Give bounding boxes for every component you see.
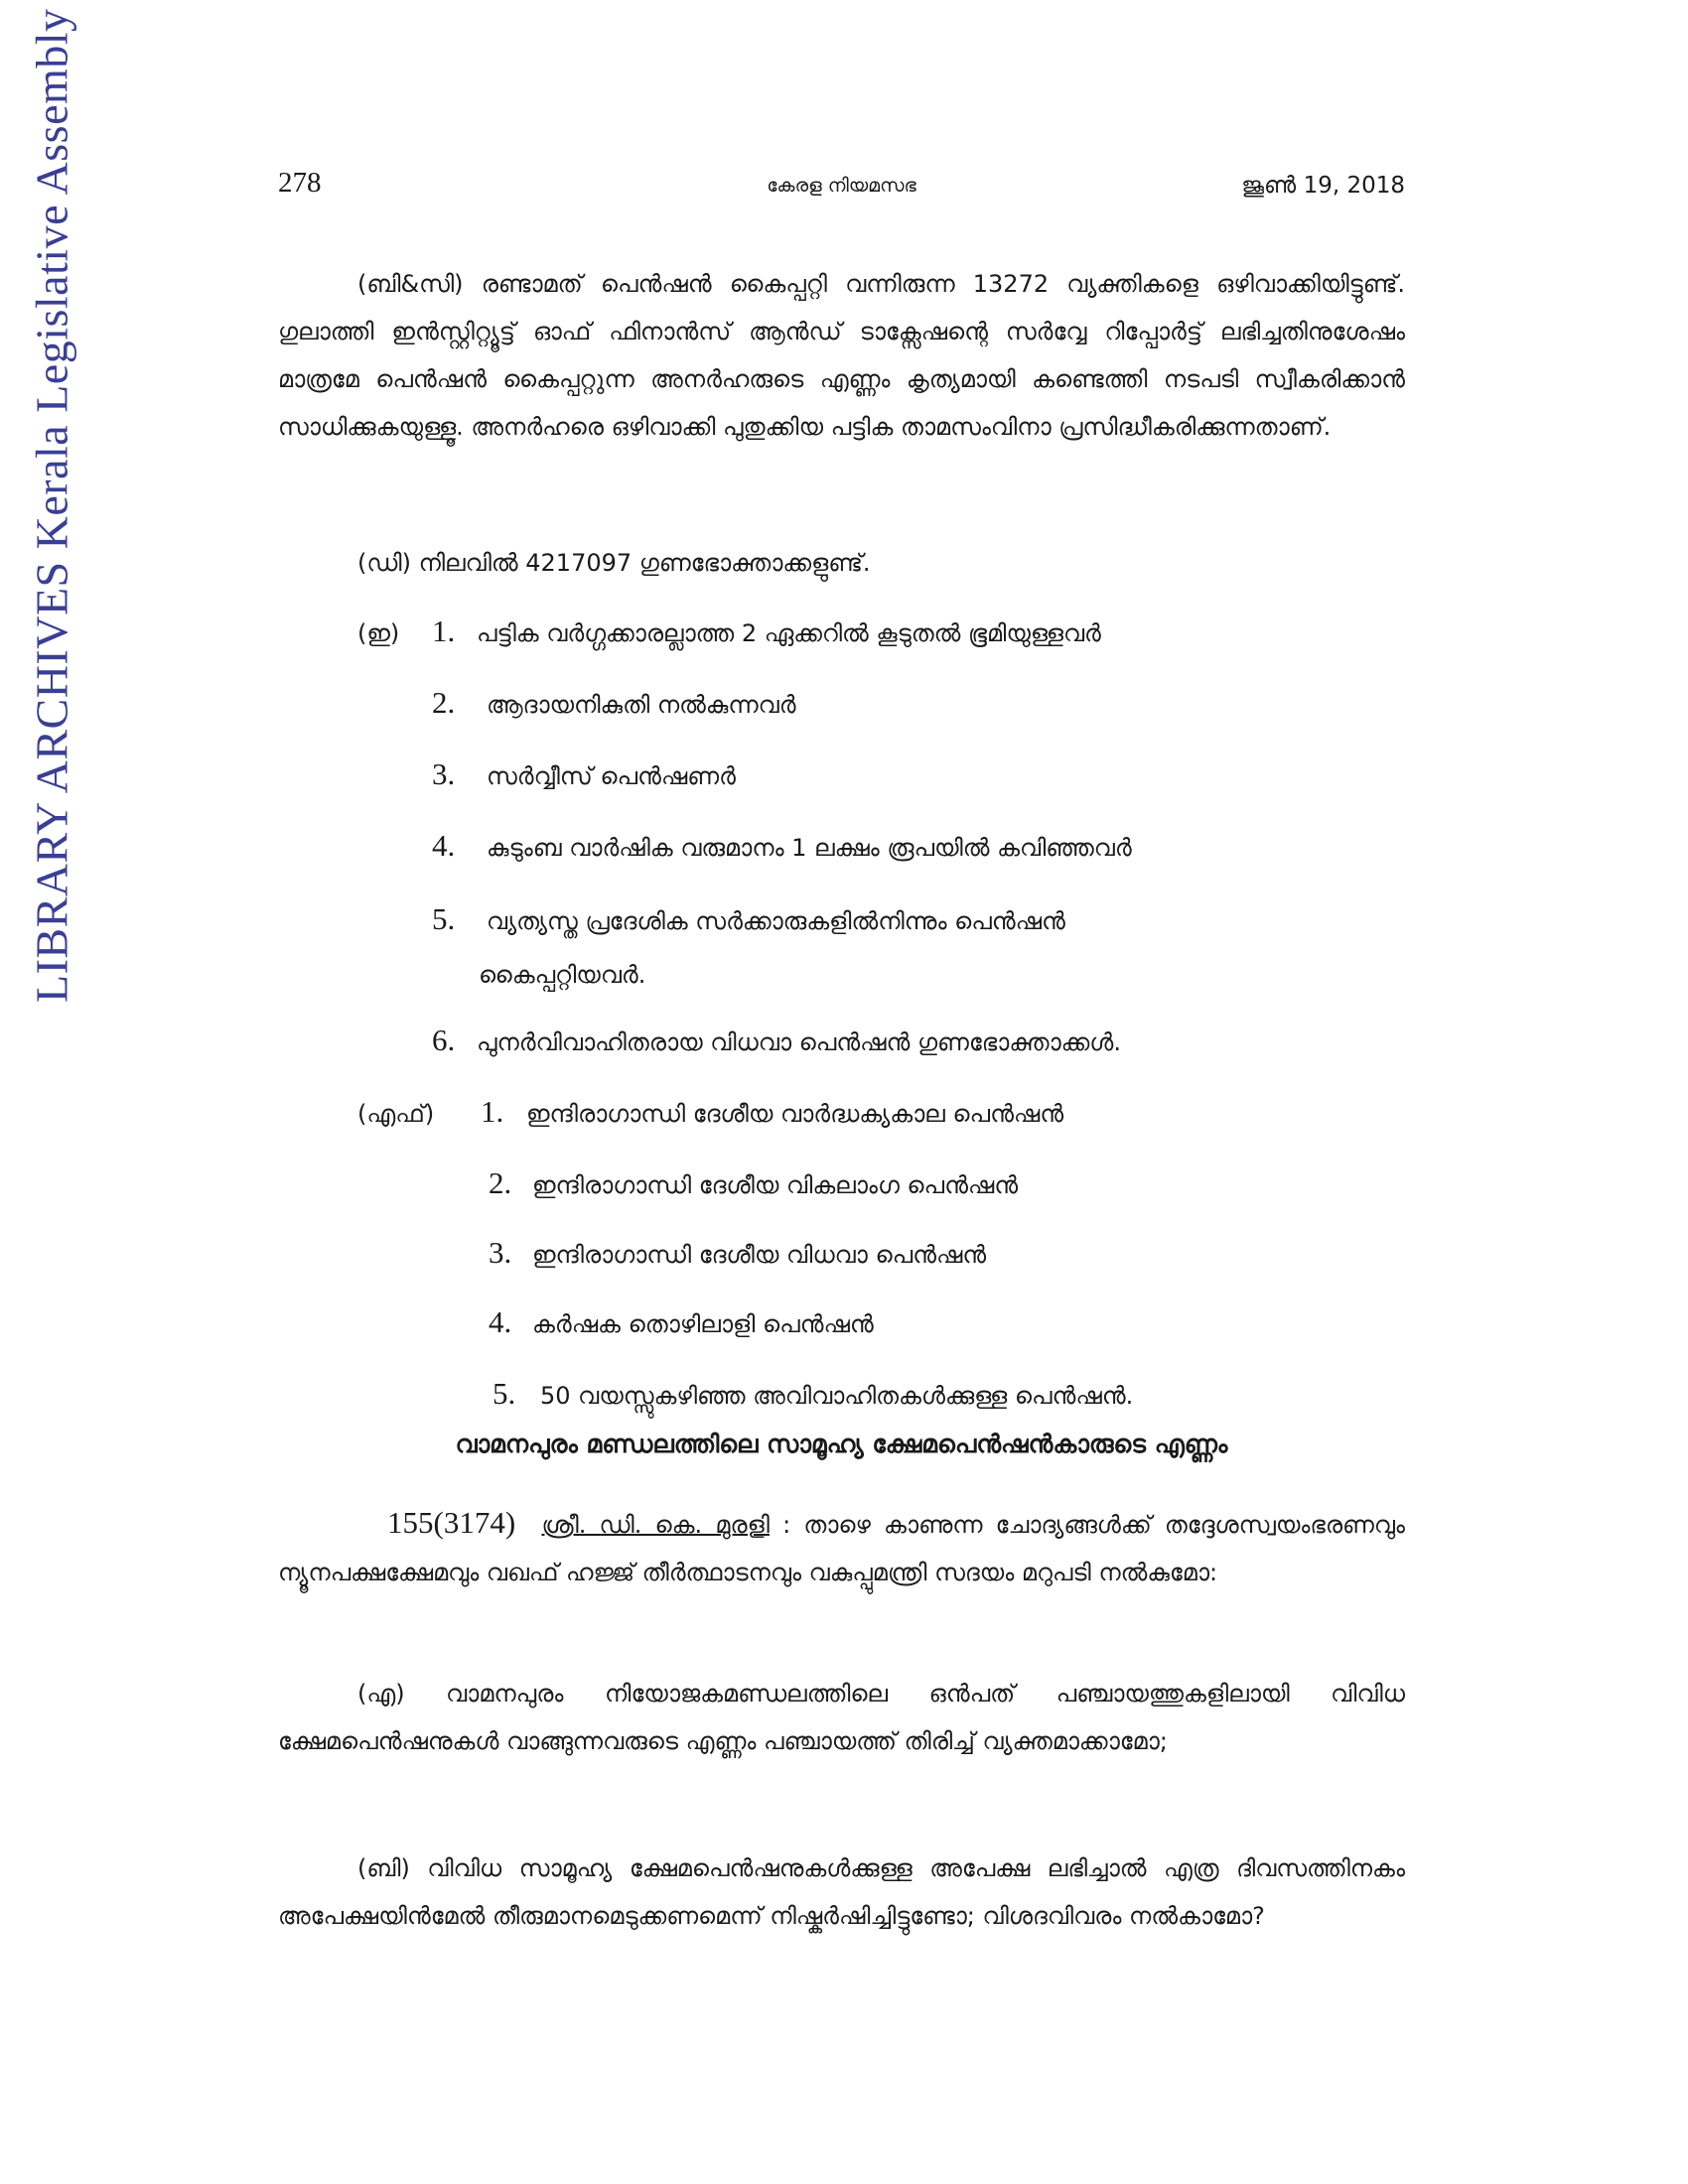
question-b-paragraph: (ബി) വിവിധ സാമൂഹ്യ ക്ഷേമപെൻഷനുകൾക്കുള്ള അപേക്ഷ ലഭിച്ചാൽ എത്ര ദിവസത്തിനകം അപേക്ഷയിൻമേൽ തീരുമാനമെടുക്കണമെന്ന് നിഷ്കർഷിച്ചിട്ടുണ്ടോ; വിശദവിവരം നൽകാമോ? xyxy=(278,1854,1405,1930)
header-date: ജൂൺ 19, 2018 xyxy=(1241,173,1405,199)
list-item-number: 5. xyxy=(432,901,456,936)
list-item-number: 1. xyxy=(481,1094,504,1129)
list-item: സർവ്വീസ് പെൻഷണർ xyxy=(487,762,736,790)
list-item: പട്ടിക വർഗ്ഗക്കാരല്ലാത്ത 2 ഏക്കറിൽ കൂടുതൽ ഭൂമിയുള്ളവർ xyxy=(477,619,1101,647)
section-heading: വാമനപുരം മണ്ഡലത്തിലെ സാമൂഹ്യ ക്ഷേമപെൻഷൻകാരുടെ എണ്ണം xyxy=(455,1430,1228,1458)
answer-f-label: (എഫ്) xyxy=(357,1100,435,1128)
question-number: 155(3174) xyxy=(387,1505,516,1540)
library-archives-watermark: LIBRARY ARCHIVES Kerala Legislative Assembly xyxy=(26,8,77,1003)
answer-d-paragraph: (ഡി) നിലവിൽ 4217097 ഗുണഭോക്താക്കളുണ്ട്. xyxy=(357,549,871,577)
list-item-number: 3. xyxy=(432,756,456,791)
header-title: കേരള നിയമസഭ xyxy=(767,175,916,197)
answer-bc-paragraph: (ബി&സി) രണ്ടാമത് പെൻഷൻ കൈപ്പറ്റി വന്നിരുന്ന 13272 വ്യക്തികളെ ഒഴിവാക്കിയിട്ടുണ്ട്. ഗുലാത്തി ഇൻസ്റ്റിറ്റ്യൂട്ട് ഓഫ് ഫിനാൻസ് ആൻഡ് ടാക്സേഷന്റെ സർവ്വേ റിപ്പോർട്ട് ലഭിച്ചതിനുശേഷം മാത്രമേ പെൻഷൻ കൈപ്പറ്റുന്ന അനർഹരുടെ എണ്ണം കൃത്യമായി കണ്ടെത്തി നടപടി സ്വീകരിക്കാൻ സാധിക്കുകയുള്ളൂ. അനർഹരെ ഒഴിവാക്കി പുതുക്കിയ പട്ടിക താമസംവിനാ പ്രസിദ്ധീകരിക്കുന്നതാണ്. xyxy=(278,270,1405,441)
list-item: ഇന്ദിരാഗാന്ധി ദേശീയ വാർദ്ധക്യകാല പെൻഷൻ xyxy=(526,1100,1064,1128)
list-item-number: 4. xyxy=(489,1304,512,1339)
page-header xyxy=(278,167,1405,206)
list-item: ഇന്ദിരാഗാന്ധി ദേശീയ വിധവാ പെൻഷൻ xyxy=(532,1241,987,1269)
list-item: കർഷക തൊഴിലാളി പെൻഷൻ xyxy=(532,1310,874,1338)
list-item: 50 വയസ്സുകഴിഞ്ഞ അവിവാഹിതകൾക്കുള്ള പെൻഷൻ. xyxy=(540,1382,1134,1410)
list-item: ആദായനികുതി നൽകുന്നവർ xyxy=(487,691,796,719)
question-a-paragraph: (എ) വാമനപുരം നിയോജകമണ്ഡലത്തിലെ ഒൻപത് പഞ്ചായത്തുകളിലായി വിവിധ ക്ഷേമപെൻഷനുകൾ വാങ്ങുന്നവരുടെ എണ്ണം പഞ്ചായത്ത് തിരിച്ച് വ്യക്തമാക്കാമോ; xyxy=(278,1680,1405,1755)
list-item-number: 5. xyxy=(492,1376,516,1411)
list-item-number: 2. xyxy=(432,685,456,720)
list-item: ഇന്ദിരാഗാന്ധി ദേശീയ വികലാംഗ പെൻഷൻ xyxy=(532,1171,1019,1199)
list-item-number: 2. xyxy=(489,1165,512,1200)
list-item-continuation: കൈപ്പറ്റിയവർ. xyxy=(479,961,646,989)
list-item: പുനർവിവാഹിതരായ വിധവാ പെൻഷൻ ഗുണഭോക്താക്കൾ. xyxy=(477,1028,1121,1056)
member-name: ശ്രീ. ഡി. കെ. മുരളി xyxy=(541,1511,770,1539)
list-item: വ്യത്യസ്ത പ്രദേശിക സർക്കാരുകളിൽനിന്നും പെൻഷൻ xyxy=(487,907,1065,935)
answer-e-label: (ഇ) xyxy=(357,619,400,647)
list-item: കുടുംബ വാർഷിക വരുമാനം 1 ലക്ഷം രൂപയിൽ കവിഞ്ഞവർ xyxy=(487,834,1132,862)
question-intro xyxy=(278,1499,1405,1596)
page-number: 278 xyxy=(278,167,322,199)
list-item-number: 3. xyxy=(489,1235,512,1270)
question-intro-text: : താഴെ കാണുന്ന ചോദ്യങ്ങൾക്ക് തദ്ദേശസ്വയംഭരണവും ന്യൂനപക്ഷക്ഷേമവും വഖഫ് ഹജ്ജ് തീർത്ഥാടനവും വകുപ്പുമന്ത്രി സദയം മറുപടി നൽകുമോ: xyxy=(278,1511,1405,1586)
list-item-number: 1. xyxy=(432,614,456,648)
list-item-number: 4. xyxy=(432,828,456,863)
list-item-number: 6. xyxy=(432,1023,456,1057)
